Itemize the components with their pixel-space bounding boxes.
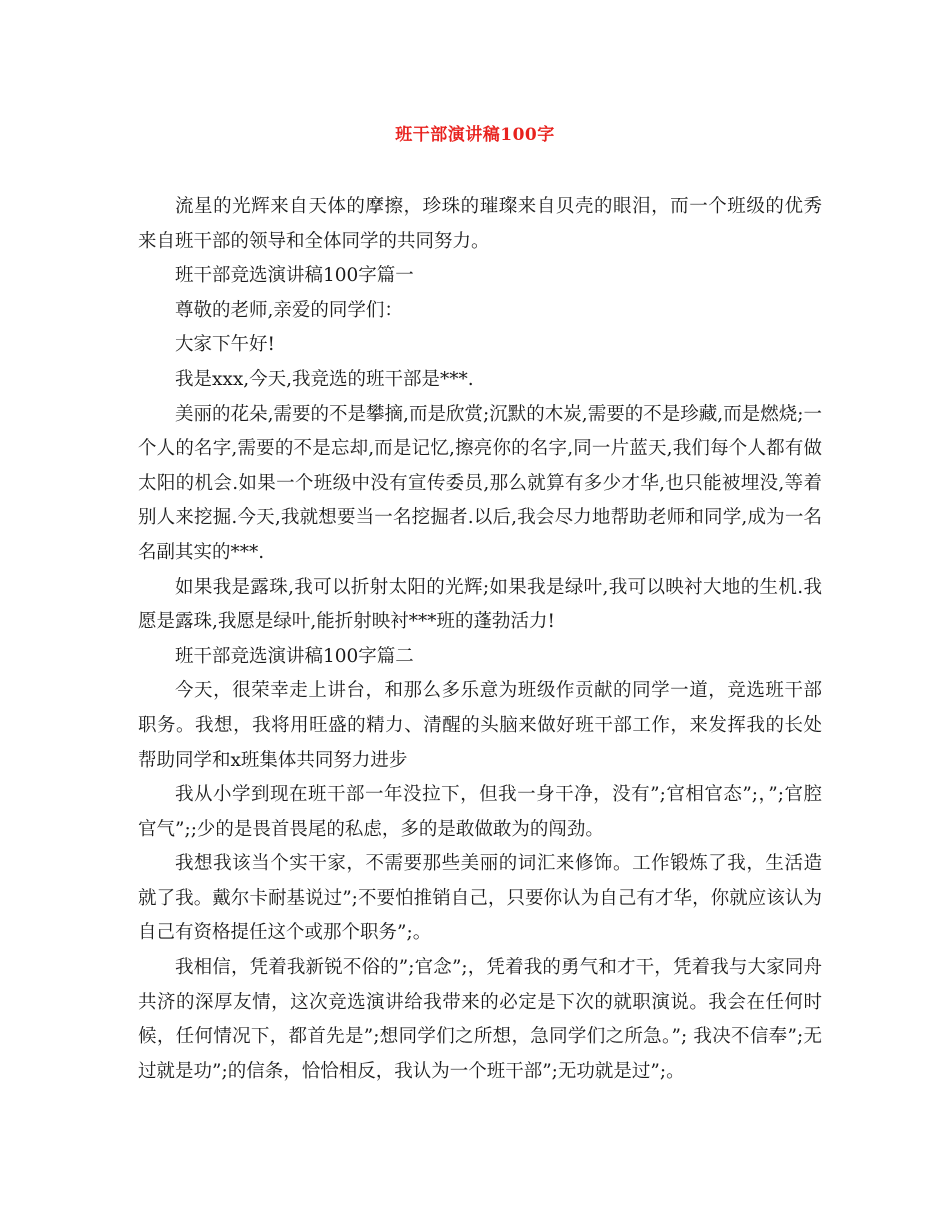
- document-title: 班干部演讲稿100字: [395, 125, 555, 145]
- paragraph-practical: 我想我该当个实干家，不需要那些美丽的词汇来修饰。工作锻炼了我，生活造就了我。戴尔卡耐基说过”;不要怕推销自己，只要你认为自己有才华，你就应该认为自己有资格提任这个或那个职务”;。: [138, 853, 822, 944]
- paragraph-belief: 我相信，凭着我新锐不俗的”;官念”;，凭着我的勇气和才干，凭着我与大家同舟共济的深厚友情，这次竞选演讲给我带来的必定是下次的就职演说。我会在任何时候，任何情况下，都首先是”;想同学们之所想，急同学们之所急。”; 我决不信奉”;无过就是功”;的信条，恰恰相反，我认为一个班干部”;无功就是过”;。: [138, 957, 822, 1082]
- paragraph-experience: 我从小学到现在班干部一年没拉下，但我一身干净，没有”;官相官态”;，”;官腔官气”;;少的是畏首畏尾的私虑，多的是敢做敢为的闯劲。: [138, 784, 822, 840]
- paragraph-intro: 流星的光辉来自天体的摩擦，珍珠的璀璨来自贝壳的眼泪，而一个班级的优秀来自班干部的领导和全体同学的共同努力。: [138, 196, 822, 252]
- document-body: [138, 190, 822, 1089]
- paragraph-dewdrop: 如果我是露珠,我可以折射太阳的光辉;如果我是绿叶,我可以映衬大地的生机.我愿是露珠,我愿是绿叶,能折射映衬***班的蓬勃活力!: [138, 576, 822, 633]
- paragraph-flowers: 美丽的花朵,需要的不是攀摘,而是欣赏;沉默的木炭,需要的不是珍藏,而是燃烧;一个人的名字,需要的不是忘却,而是记忆,擦亮你的名字,同一片蓝天,我们每个人都有做太阳的机会.如果一个班级中没有宣传委员,那么就算有多少才华,也只能被埋没,等着别人来挖掘.今天,我就想要当一名挖掘者.以后,我会尽力地帮助老师和同学,成为一名名副其实的***.: [138, 403, 822, 563]
- self-introduction: 我是xxx,今天,我竞选的班干部是***.: [175, 368, 474, 390]
- salutation: 尊敬的老师,亲爱的同学们：: [175, 299, 403, 321]
- greeting: 大家下午好!: [175, 334, 275, 356]
- section-heading-one: 班干部竞选演讲稿100字篇一: [175, 265, 414, 287]
- section-heading-two: 班干部竞选演讲稿100字篇二: [175, 645, 414, 667]
- paragraph-today: 今天，很荣幸走上讲台，和那么多乐意为班级作贡献的同学一道，竞选班干部职务。我想，我将用旺盛的精力、清醒的头脑来做好班干部工作，来发挥我的长处帮助同学和x班集体共同努力进步: [138, 680, 822, 771]
